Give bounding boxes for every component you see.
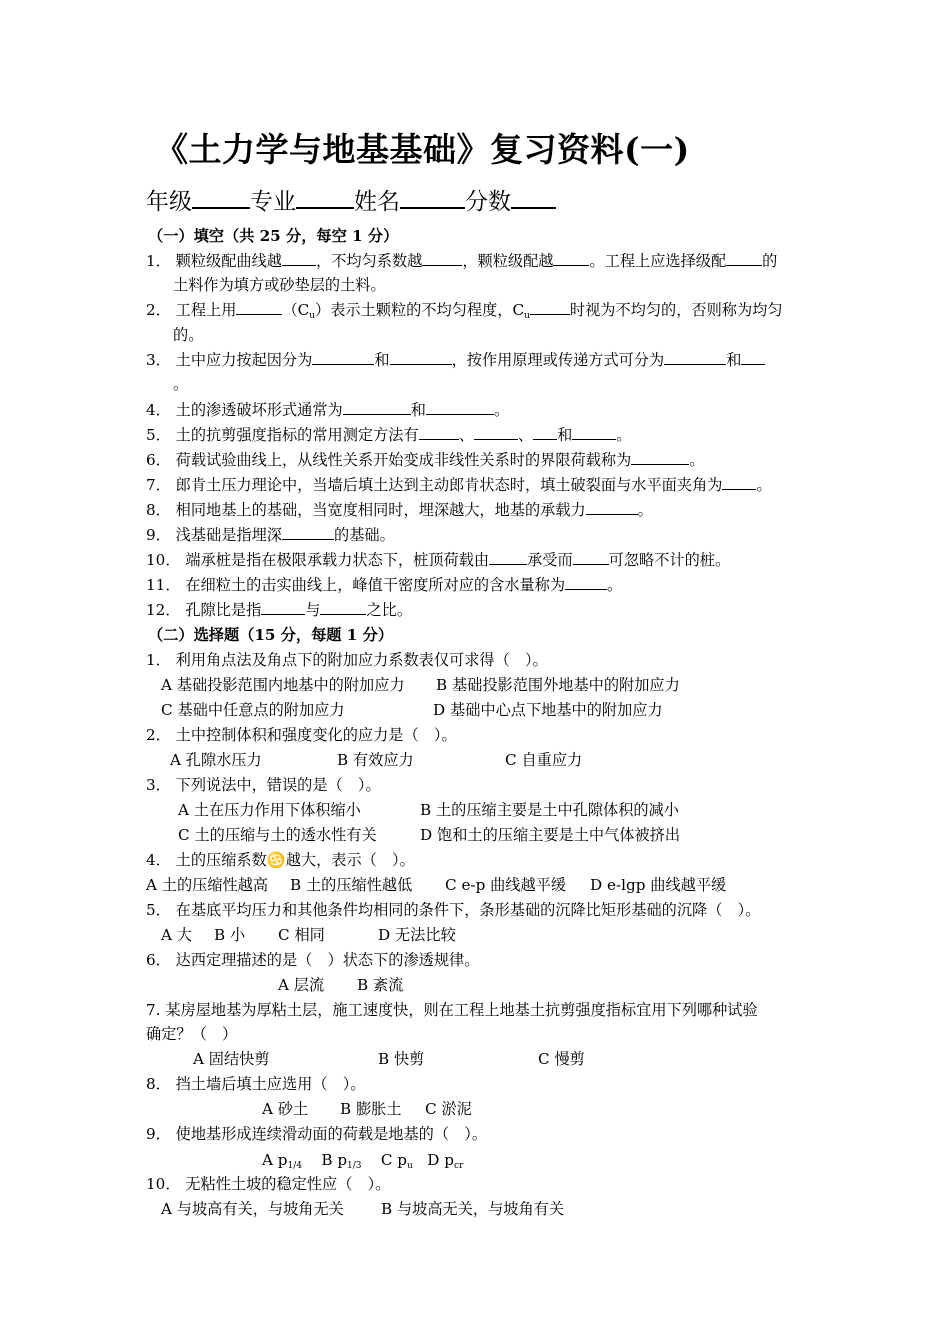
choice-question-7: 7. 某房屋地基为厚粘土层，施工速度快，则在工程上地基土抗剪强度指标宜用下列哪种试验 [146,1001,758,1019]
choice-q3-option-b: B 土的压缩主要是土中孔隙体积的减小 [420,801,679,819]
choice-q9-option-d: D $p_{cr}$ [427,1151,464,1171]
name-label: 姓名 [354,189,400,215]
choice-q8-option-b: B 膨胀土 [340,1100,402,1118]
name-blank [400,185,465,209]
choice-q7-option-c: C 慢剪 [538,1050,585,1068]
section2-heading: （二）选择题（15 分，每题 1 分） [148,626,394,644]
choice-q9-option-c: C $p_u$ [380,1151,413,1171]
choice-question-5: 5． 在基底平均压力和其他条件均相同的条件下，条形基础的沉降比矩形基础的沉降（ ）。 [146,901,761,919]
fill-question-1-cont: 土料作为填方或砂垫层的土料。 [173,276,386,294]
choice-q6-option-a: A 层流 [278,976,325,994]
choice-q4-option-d: D e-lgp 曲线越平缓 [590,876,727,894]
fill-question-8: 8． 相同地基上的基础，当宽度相同时，埋深越大，地基的承载力 。 [146,501,653,519]
fill-question-5: 5． 土的抗剪强度指标的常用测定方法有 、 、 和 。 [146,426,632,444]
choice-q5-option-b: B 小 [214,926,246,944]
choice-q3-option-d: D 饱和土的压缩主要是土中气体被挤出 [420,826,681,844]
choice-q10-option-a: A 与坡高有关，与坡角无关 [161,1200,344,1218]
student-info-line [146,183,556,216]
choice-question-9: 9． 使地基形成连续滑动面的荷载是地基的（ ）。 [146,1125,488,1143]
choice-question-7-cont: 确定？（ ） [146,1025,238,1043]
choice-q1-option-a: A 基础投影范围内地基中的附加应力 [161,676,405,694]
choice-q4-option-a: A 土的压缩性越高 [146,876,269,894]
choice-question-4: 4． 土的压缩系数♋越大，表示（ ）。 [146,851,415,869]
fill-question-3-cont: 。 [173,375,189,393]
choice-q3-option-a: A 土在压力作用下体积缩小 [178,801,361,819]
choice-q8-option-a: A 砂土 [262,1100,309,1118]
choice-q1-option-c: C 基础中任意点的附加应力 [161,701,345,719]
page-title: 《土力学与地基基础》复习资料(一) [155,130,690,169]
choice-q8-option-c: C 淤泥 [425,1100,472,1118]
fill-question-2: 2． 工程上用 $(C_u)$表示土颗粒的不均匀程度，$C_u$ 时视为不均匀的，否则称为均匀 [146,301,783,321]
choice-q10-option-b: B 与坡高无关，与坡角有关 [381,1200,565,1218]
choice-q3-option-c: C 土的压缩与土的透水性有关 [178,826,377,844]
choice-question-3: 3． 下列说法中，错误的是（ ）。 [146,776,381,794]
choice-q1-option-d: D 基础中心点下地基中的附加应力 [433,701,663,719]
choice-q6-option-b: B 紊流 [357,976,404,994]
choice-question-1: 1． 利用角点法及角点下的附加应力系数表仅可求得（ ）。 [146,651,548,669]
major-label: 专业 [250,189,296,215]
fill-question-7: 7． 郎肯土压力理论中，当墙后填土达到主动郎肯状态时，填土破裂面与水平面夹角为 。 [146,476,772,494]
choice-q2-option-c: C 自重应力 [505,751,583,769]
choice-q7-option-a: A 固结快剪 [193,1050,270,1068]
choice-q5-option-a: A 大 [161,926,192,944]
fill-question-10: 10． 端承桩是指在极限承载力状态下，桩顶荷载由 承受而 可忽略不计的桩。 [146,551,731,569]
choice-q9-options [262,1150,463,1176]
section1-heading: （一）填空（共 25 分，每空 1 分） [148,227,399,245]
major-blank [296,185,354,209]
choice-question-8: 8． 挡土墙后填土应选用（ ）。 [146,1075,366,1093]
choice-q2-option-b: B 有效应力 [337,751,414,769]
choice-q1-option-b: B 基础投影范围外地基中的附加应力 [436,676,680,694]
score-label: 分数 [465,189,511,215]
fill-question-2-cont: 的。 [173,326,204,344]
choice-question-6: 6． 达西定理描述的是（ ）状态下的渗透规律。 [146,951,480,969]
choice-q5-option-d: D 无法比较 [378,926,456,944]
choice-question-2: 2． 土中控制体积和强度变化的应力是（ ）。 [146,726,457,744]
choice-q9-option-b: B $p_{1/3}$ [321,1151,362,1171]
fill-question-12: 12． 孔隙比是指 与 之比。 [146,601,413,619]
choice-question-10: 10． 无粘性土坡的稳定性应（ ）。 [146,1175,391,1193]
fill-question-6: 6． 荷载试验曲线上，从线性关系开始变成非线性关系时的界限荷载称为 。 [146,451,705,469]
choice-q2-option-a: A 孔隙水压力 [170,751,262,769]
choice-q7-option-b: B 快剪 [378,1050,425,1068]
grade-label: 年级 [146,189,192,215]
fill-question-4: 4． 土的渗透破坏形式通常为 和 。 [146,401,510,419]
choice-q5-option-c: C 相同 [278,926,325,944]
score-blank [511,185,556,209]
grade-blank [192,185,250,209]
choice-q4-option-c: C e-p 曲线越平缓 [445,876,567,894]
fill-question-3: 3． 土中应力按起因分为 和 ，按作用原理或传递方式可分为 和 [146,350,765,370]
choice-q9-option-a: A $p_{1/4}$ [262,1151,303,1171]
fill-question-9: 9． 浅基础是指埋深 的基础。 [146,526,395,544]
fill-question-1: 1． 颗粒级配曲线越 ，不均匀系数越 ，颗粒级配越 。工程上应选择级配 的 [146,252,778,270]
choice-q4-option-b: B 土的压缩性越低 [290,876,413,894]
fill-question-11: 11． 在细粒土的击实曲线上，峰值干密度所对应的含水量称为 。 [146,576,623,594]
